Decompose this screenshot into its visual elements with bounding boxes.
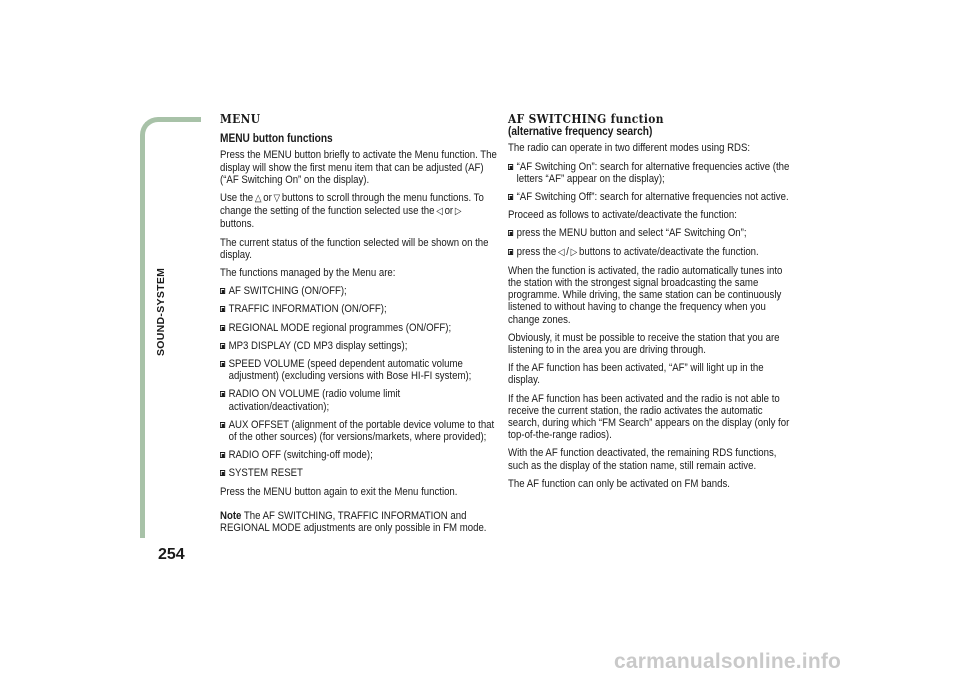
- list-item: press the MENU button and select “AF Switching On”;: [508, 227, 792, 239]
- paragraph: When the function is activated, the radio automatically tunes into the station with the strongest signal broadcasting the same programme. While driving, the same station can be continuously listened to without having to change the frequency when you change zones.: [508, 264, 783, 326]
- checkbox-bullet-icon: [220, 343, 225, 349]
- list-item: RADIO OFF (switching-off mode);: [220, 449, 497, 461]
- list-item: AUX OFFSET (alignment of the portable device volume to that of the other sources) (for versions/markets, where provided);: [220, 419, 497, 443]
- list-item: RADIO ON VOLUME (radio volume limit activation/deactivation);: [220, 388, 497, 412]
- list-item: SYSTEM RESET: [220, 467, 497, 479]
- menu-heading: MENU: [220, 111, 261, 126]
- list-item: “AF Switching Off”: search for alternative frequencies not active.: [508, 191, 792, 203]
- section-label: SOUND-SYSTEM: [155, 267, 167, 356]
- checkbox-bullet-icon: [508, 164, 513, 170]
- paragraph: Press the MENU button again to exit the Menu function.: [220, 485, 458, 498]
- checkbox-bullet-icon: [220, 452, 225, 458]
- left-column: [220, 113, 497, 540]
- af-switching-subheading: (alternative frequency search): [508, 124, 653, 139]
- paragraph: With the AF function deactivated, the remaining RDS functions, such as the display of the station name, still remain active.: [508, 447, 777, 472]
- sidebar-accent-bar: [140, 117, 201, 538]
- checkbox-bullet-icon: [508, 230, 513, 236]
- checkbox-bullet-icon: [508, 194, 513, 200]
- paragraph: Use the △ or ▽ buttons to scroll through the menu functions. To change the setting of the function selected use the ◁ or ▷buttons.: [220, 192, 484, 231]
- menu-subheading: MENU button functions: [220, 131, 333, 146]
- page-number: 254: [158, 546, 185, 563]
- paragraph: Proceed as follows to activate/deactivate the function:: [508, 209, 737, 222]
- paragraph: The AF function can only be activated on FM bands.: [508, 477, 730, 490]
- paragraph: If the AF function has been activated and the radio is not able to receive the current station, the radio activates the automatic search, during which “FM Search” appears on the display (only for top-of-the-range radios).: [508, 392, 790, 442]
- list-item: REGIONAL MODE regional programmes (ON/OFF);: [220, 322, 497, 334]
- paragraph: The functions managed by the Menu are:: [220, 267, 396, 280]
- paragraph: Press the MENU button briefly to activate the Menu function. The display will show the first menu item that can be adjusted (AF) (“AF Switching On” on the display).: [220, 149, 497, 186]
- right-triangle-icon: ▷: [454, 206, 462, 218]
- checkbox-bullet-icon: [508, 249, 513, 255]
- af-switching-heading: AF SWITCHING function: [508, 111, 664, 126]
- up-triangle-icon: △: [254, 193, 262, 205]
- list-item: MP3 DISPLAY (CD MP3 display settings);: [220, 340, 497, 352]
- left-triangle-icon: ◁: [436, 206, 443, 218]
- watermark: carmanualsonline.info: [614, 650, 842, 673]
- checkbox-bullet-icon: [220, 470, 225, 476]
- checkbox-bullet-icon: [220, 288, 225, 294]
- checkbox-bullet-icon: [220, 361, 225, 367]
- checkbox-bullet-icon: [220, 325, 225, 331]
- checkbox-bullet-icon: [220, 422, 225, 428]
- paragraph: The current status of the function selected will be shown on the display.: [220, 236, 489, 261]
- list-item: AF SWITCHING (ON/OFF);: [220, 285, 497, 297]
- right-triangle-icon: ▷: [570, 246, 578, 258]
- down-triangle-icon: ▽: [273, 193, 281, 205]
- paragraph: If the AF function has been activated, “AF” will light up in the display.: [508, 362, 764, 387]
- note: Note The AF SWITCHING, TRAFFIC INFORMATION and REGIONAL MODE adjustments are only possible in FM mode.: [220, 509, 487, 535]
- paragraph: The radio can operate in two different modes using RDS:: [508, 142, 751, 155]
- paragraph: Obviously, it must be possible to receive the station that you are listening to in the area you are driving through.: [508, 331, 780, 357]
- list-item: TRAFFIC INFORMATION (ON/OFF);: [220, 303, 497, 315]
- note-label: Note: [220, 509, 242, 522]
- list-item: press the ◁ / ▷ buttons to activate/deactivate the function.: [508, 246, 792, 259]
- checkbox-bullet-icon: [220, 391, 225, 397]
- left-triangle-icon: ◁: [557, 246, 565, 258]
- list-item: SPEED VOLUME (speed dependent automatic volume adjustment) (excluding versions with Bose HI-FI system);: [220, 358, 497, 382]
- right-column: [508, 113, 792, 496]
- checkbox-bullet-icon: [220, 306, 225, 312]
- list-item: “AF Switching On”: search for alternative frequencies active (the letters “AF” appear on the display);: [508, 161, 792, 185]
